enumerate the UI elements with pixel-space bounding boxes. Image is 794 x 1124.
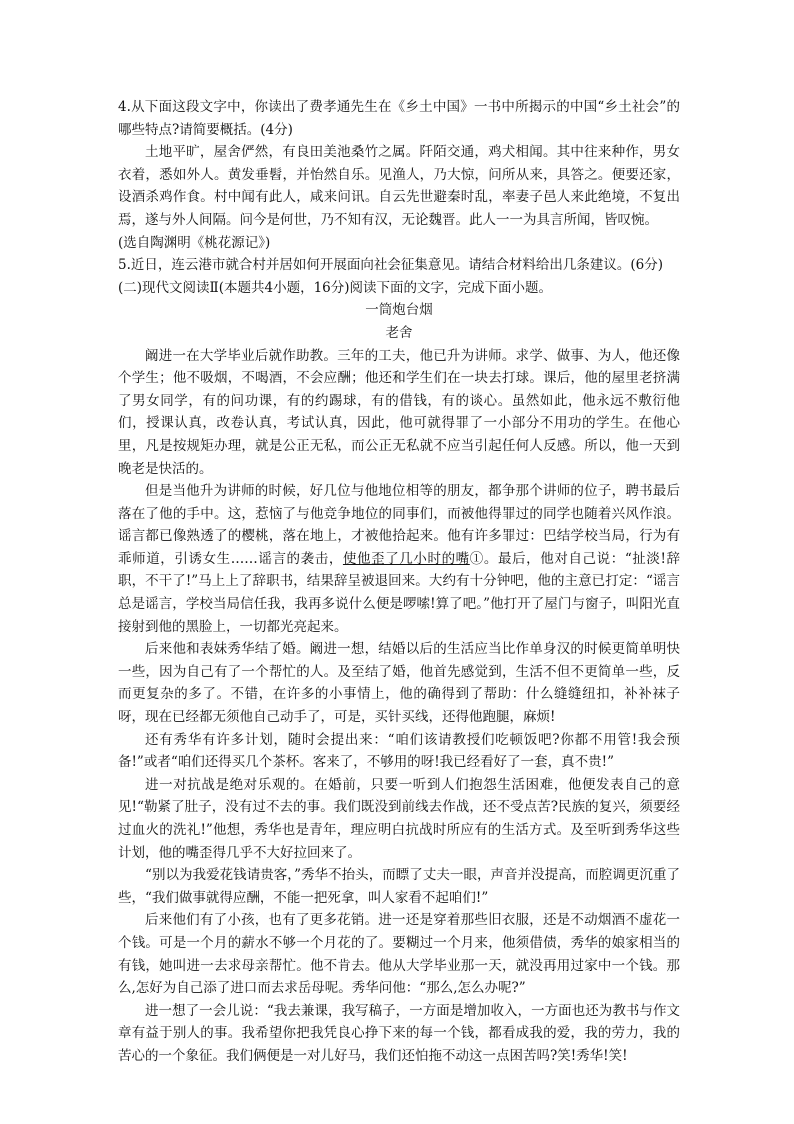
story-author: 老舍 [385, 324, 413, 341]
story-paragraph-2 [118, 480, 680, 638]
document-page [118, 96, 680, 1068]
story-paragraph-2-text-a: 但是当他升为讲师的时候，好几位与他地位相等的朋友，都争那个讲师的位子，聘书最后落在了他的手中。这，惹恼了与他竞争地位的同事们，而被他得罪过的同学也随着兴风作浪。谣言都已像熟透了的樱桃，落在地上，才被他拾起来。他有许多罪过：巴结学校当局，行为有乖师道，引诱女生……谣言的袭击， [118, 483, 680, 567]
question-4-passage: 土地平旷，屋舍俨然，有良田美池桑竹之属。阡陌交通，鸡犬相闻。其中往来种作，男女衣着，悉如外人。黄发垂髫，并怡然自乐。见渔人，乃大惊，问所从来，具答之。便要还家，设酒杀鸡作食。村中闻有此人，咸来问讯。自云先世避秦时乱，率妻子邑人来此绝境，不复出焉，遂与外人间隔。问今是何世，乃不知有汉，无论魏晋。此人一一为具言所闻，皆叹惋。 [118, 144, 680, 228]
question-4-source: (选自陶渊明《桃花源记》) [118, 234, 271, 251]
story-paragraph-5: 进一对抗战是绝对乐观的。在婚前，只要一听到人们抱怨生活困难，他便发表自己的意见!“勒紧了肚子，没有过不去的事。我们既没到前线去作战，还不受点苦?民族的复兴，须要经过血火的洗礼!”他想，秀华也是青年，理应明白抗战时所应有的生活方式。及至听到秀华这些计划，他的嘴歪得几乎不大好拉回来了。 [118, 776, 680, 861]
question-4-prompt: 4.从下面这段文字中，你读出了费孝通先生在《乡土中国》一书中所揭示的中国“乡土社会”的哪些特点?请简要概括。(4分) [118, 99, 680, 138]
story-paragraph-8: 进一想了一会儿说：“我去兼课，我写稿子，一方面是增加收入，一方面也还为教书与作文章有益于别人的事。我希望你把我凭良心挣下来的每一个钱，都看成我的爱，我的劳力，我的苦心的一个象征。我们俩便是一对儿好马，我们还怕拖不动这一点困苦吗?笑!秀华!笑! [118, 1002, 680, 1064]
story-paragraph-7: 后来他们有了小孩，也有了更多花销。进一还是穿着那些旧衣服，还是不动烟酒不虚花一个钱。可是一个月的薪水不够一个月花的了。要糊过一个月来，他须借债，秀华的娘家相当的有钱，她叫进一去求母亲帮忙。他不肯去。他从大学毕业那一天，就没再用过家中一个钱。那么,怎好为自己添了进口而去求岳母呢。秀华问他：“那么,怎么办呢?” [118, 912, 680, 997]
story-paragraph-4: 还有秀华有许多计划，随时会提出来：“咱们该请教授们吃顿饭吧?你都不用管!我会预备!”或者“咱们还得买几个茶杯。客来了，不够用的呀!我已经看好了一套，真不贵!” [118, 731, 680, 771]
story-paragraph-2-text-b: ①。最后，他对自己说：“扯淡!辞职，不干了!”马上上了辞职书，结果辞呈被退回来。大约有十分钟吧，他的主意已打定：“谣言总是谣言，学校当局信任我，我再多说什么便是啰嗦!算了吧。”他打开了屋门与窗子，叫阳光直接射到他的黑脸上，一切都光亮起来。 [118, 550, 681, 635]
story-paragraph-3: 后来他和表妹秀华结了婚。阚进一想，结婚以后的生活应当比作单身汉的时候更简单明快一些，因为自己有了一个帮忙的人。及至结了婚，他首先感觉到，生活不但不更简单一些，反而更复杂的多了。不错，在许多的小事情上，他的确得到了帮助：什么缝缝纽扣，补补袜子呀，现在已经都无须他自己动手了，可是，买针买线，还得他跑腿，麻烦! [118, 641, 680, 726]
underlined-phrase: 使他歪了几小时的嘴 [342, 550, 470, 567]
story-paragraph-6: “别以为我爱花钱请贵客，”秀华不抬头，而瞟了丈夫一眼，声音并没提高，而腔调更沉重了些，“我们做事就得应酬，不能一把死拿，叫人家看不起咱们!” [118, 867, 680, 906]
question-5-prompt: 5.近日，连云港市就合村并居如何开展面向社会征集意见。请结合材料给出几条建议。(6分) [118, 257, 664, 274]
section-2-heading: (二)现代文阅读Ⅱ(本题共4小题，16分)阅读下面的文字，完成下面小题。 [118, 279, 553, 296]
story-title: 一筒炮台烟 [365, 302, 433, 319]
story-paragraph-1: 阚进一在大学毕业后就作助教。三年的工夫，他已升为讲师。求学、做事、为人，他还像个学生；他不吸烟，不喝酒，不会应酬；他还和学生们在一块去打球。课后，他的屋里老挤满了男女同学，有的问功课，有的约踢球，有的借钱，有的谈心。虽然如此，他永远不敷衍他们，授课认真，改卷认真，考试认真，因此，他可就得罪了一小部分不用功的学生。在他心里，凡是按规矩办理，就是公正无私，而公正无私就不应当引起任何人反感。所以，他一天到晚老是快活的。 [118, 347, 680, 477]
